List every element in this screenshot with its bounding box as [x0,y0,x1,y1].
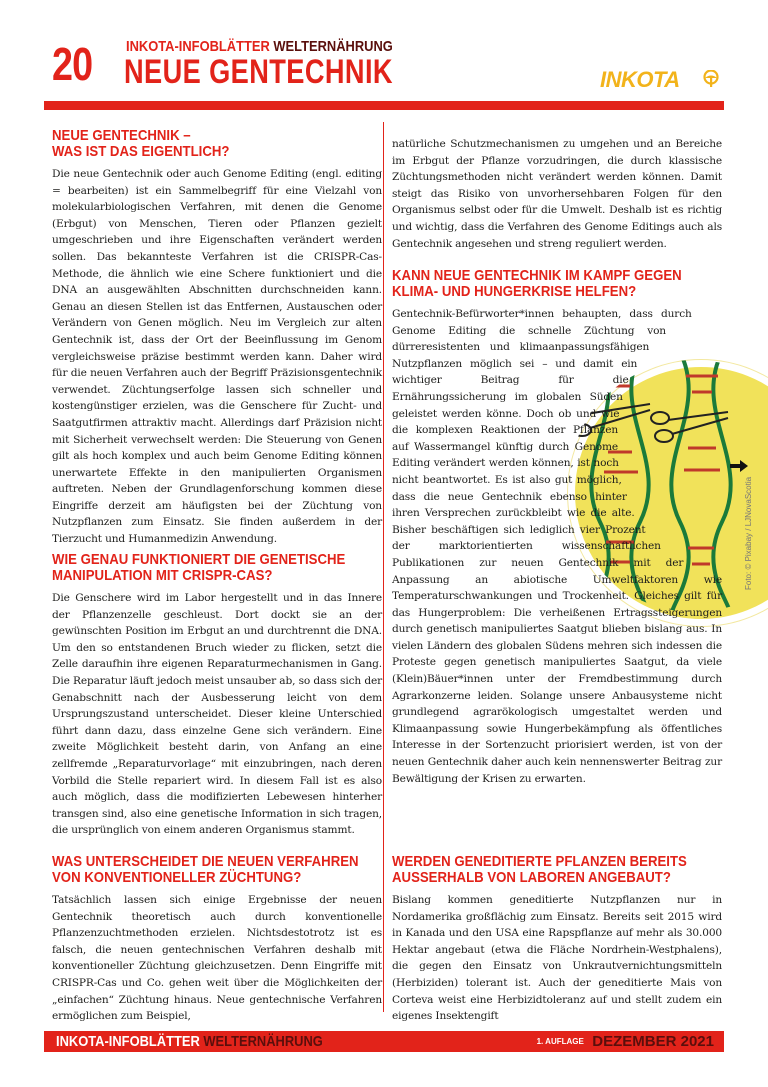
section-heading: WAS IST DAS EIGENTLICH? [52,143,230,160]
section-heading: WIE GENAU FUNKTIONIERT DIE GENETISCHE [52,551,346,568]
section-what-is [52,128,382,548]
footer-series-prefix: INKOTA-INFOBLÄTTER [56,1033,200,1050]
photo-credit: Foto: © Pixabay / LJNovaScotia [744,476,753,590]
section-heading: MANIPULATION MIT CRISPR-CAS? [52,567,273,584]
section-heading: VON KONVENTIONELLER ZÜCHTUNG? [52,869,302,886]
column-divider [383,122,384,1012]
section-body: natürliche Schutzmechanismen zu umgehen und an Bereiche im Erbgut der Pflanze vorzudringen, die durch klassische Züchtungsmethoden nicht verändert werden können. Damit steigt das Risiko von unvorhersehbaren Folgen für den Organismus selbst oder für die Umwelt. Deshalb ist es richtig und wichtig, dass die Verfahren des Genome Editings auch als Gentechnik angesehen und streng reguliert werden. [392,138,722,250]
section-crispr [52,552,382,839]
section-conventional [52,854,382,1025]
section-cultivation [392,854,722,1025]
series-prefix: INKOTA-INFOBLÄTTER [126,38,270,55]
section-heading: WAS UNTERSCHEIDET DIE NEUEN VERFAHREN [52,853,359,870]
page-footer [44,1031,724,1052]
section-heading: KLIMA- UND HUNGERKRISE HELFEN? [392,283,637,300]
logo-text: INKOTA [600,67,680,92]
footer-series [56,1033,323,1050]
section-heading: KANN NEUE GENTECHNIK IM KAMPF GEGEN [392,267,682,284]
section-body: Tatsächlich lassen sich einige Ergebnisse der neuen Gentechnik theoretisch auch durch konventionelle Pflanzenzuchtmethoden erzielen. Nichtsdestotrotz ist es falsch, die neuen gentechnischen Verfahren deshalb mit konventioneller Züchtung gleichzusetzen. Denn Eingriffe mit CRISPR-Cas und Co. gehen weit über die Möglichkeiten der „einfachen“ Züchtung hinaus. Neue gentechnische Verfahren ermöglichen zum Beispiel, [52,894,382,1023]
section-conventional-continued [392,136,722,252]
page-title: NEUE GENTECHNIK [124,53,393,91]
section-body: Bislang kommen geneditierte Nutzpflanzen nur in Nordamerika großflächig zum Einsatz. Bereits seit 2015 wird in Kanada und den USA eine Rapspflanze auf mehr als 30.000 Hektar angebaut (etwa die Fläche Nordrhein-Westphalens), die gegen den Einsatz von Unkrautvernichtungsmitteln (Herbiziden) tolerant ist. Auch der geneditierte Mais von Corteva weist eine Herbizidtoleranz auf und stellt zudem ein eigenes Insektengift [392,894,722,1023]
footer-edition-date [537,1033,714,1051]
section-heading: AUSSERHALB VON LABOREN ANGEBAUT? [392,869,671,886]
footer-edition: 1. AUFLAGE [536,1037,584,1047]
section-body: Gentechnik-Befürworter*innen behaupten, dass durch Genome Editing die schnelle Züchtung von dürreresistenten und klimaanpassungsfähigen Nutzpflanzen möglich sei – und damit ein wichtiger Beitrag für die Ernährungssicherung im globalen Süden geleistet werden könne. Doch ob und wie die komplexen Reaktionen der Pflanzen auf Wassermangel künftig durch Genome Editing verändert werden können, ist noch nicht beantwortet. Es ist also gut möglich, dass die neue Gentechnik ebenso hinter ihren Versprechen zurückbleibt wie die alte. Bisher beschäftigen sich lediglich vier Prozent der marktorientierten wissenschaftlichen Publikationen zur neuen Gentechnik mit der Anpassung an abiotische Umweltfaktoren wie Temperaturschwankungen und Trockenheit. Gleiches gilt für das Hungerproblem: Die verheißenen Ertragssteigerungen durch genetisch manipuliertes Saatgut blieben bislang aus. In vielen Ländern des globalen Südens mehren sich indessen die Proteste gegen genetisch manipuliertes Saatgut, da viele (Klein)Bäuer*innen unter der Fremdbestimmung durch Agrarkonzerne leiden. Solange unsere Anbausysteme nicht grundlegend agrarökologisch umgestaltet werden und Klimaanpassung sowie Hungerbekämpfung als öffentliches Interesse in der Sortenzucht priorisiert werden, ist von der neuen Gentechnik daher auch kein nennenswerter Beitrag zur Bewältigung der Krisen zu erwarten. [392,308,722,785]
page-header [44,36,724,100]
footer-date: DEZEMBER 2021 [592,1033,714,1050]
header-rule [44,101,724,110]
section-heading: WERDEN GENEDITIERTE PFLANZEN BEREITS [392,853,687,870]
logo-icon [702,70,720,88]
section-body: Die Genschere wird im Labor hergestellt und in das Innere der Pflanzenzelle geschleust. Dort dockt sie an der gewünschten Position im Erbgut an und durchtrennt die DNA. Um den so entstandenen Bruch wieder zu flicken, setzt die Zelle daraufhin ihre eigenen Reparaturmechanismen in Gang. Die Reparatur läuft jedoch meist unsauber ab, so dass sich der Genabschnitt nach der Ausbesserung leicht von dem Ursprungszustand unterscheidet. Dieser kleine Unterschied führt dann dazu, dass einzelne Gene sich verändern. Eine zweite Möglichkeit besteht darin, von Anfang an eine zellfremde „Reparaturvorlage“ mit einzubringen, nach deren Vorbild die Stelle repariert wird. In diesem Fall ist es also auch möglich, dass die modifizierten Lebewesen hinterher transgen sind, also eine genetische Information in sich tragen, die ursprünglich von einem anderen Organismus stammt. [52,592,382,837]
section-climate-hunger [392,268,722,787]
section-heading: NEUE GENTECHNIK – [52,127,191,144]
issue-number: 20 [52,38,93,90]
section-body: Die neue Gentechnik oder auch Genome Editing (engl. editing = bearbeiten) ist ein Sammelbegriff für eine Vielzahl von molekularbiologischen Verfahren, mit denen die Genome (Erbgut) von Menschen, Tieren oder Pflanzen gezielt umgeschrieben und ihre Eigenschaften verändert werden sollen. Das bekannteste Verfahren ist die CRISPR-Cas-Methode, die ähnlich wie eine Schere funktioniert und die DNA an ausgewählten Abschnitten durchschneiden kann. Genau an diesen Stellen ist das Entfernen, Austauschen oder Verändern von Genen möglich. Neu im Vergleich zur alten Gentechnik ist, dass der Ort der Beeinflussung im Genom vergleichsweise präzise bestimmt werden kann. Daher wird für die neuen Verfahren auch der Begriff Präzisionsgentechnik verwendet. Züchtungserfolge lassen sich schneller und kostengünstiger erzielen, was die Genschere für Zucht- und Saatgutfirmen attraktiv macht. Allerdings darf Präzision nicht mit Sicherheit verwechselt werden: Die Steuerung von Genen gilt als hoch komplex und auch beim Genome Editing können unerwartete Effekte in den manipulierten Organismen auftreten. Neben der Grundlagenforschung kommen diese Eingriffe derzeit am häufigsten bei der Züchtung von Nutzpflanzen zum Einsatz. Sie finden außerdem in der Tierzucht und Humanmedizin Anwendung. [52,168,382,546]
series-suffix: WELTERNÄHRUNG [273,38,393,55]
footer-series-suffix: WELTERNÄHRUNG [203,1033,323,1050]
inkota-logo [600,68,724,94]
